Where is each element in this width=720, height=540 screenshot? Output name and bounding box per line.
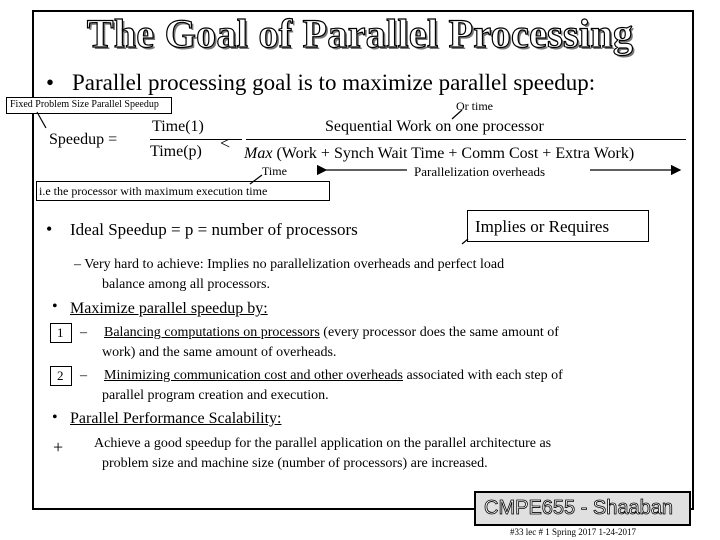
scalability-line-1: Achieve a good speedup for the parallel application on the parallel architecture as [94,436,552,451]
hard-line-2: balance among all processors. [102,277,270,292]
speedup-label: Speedup = [49,131,118,148]
bullet-glyph: • [52,298,58,315]
slide-title: The Goal of Parallel Processing [86,11,634,56]
max-word: Max [244,145,273,162]
ie-note: i.e the processor with maximum execution time [39,184,268,198]
bullet-glyph: • [52,409,58,426]
ideal-speedup-text: Ideal Speedup = p = number of processors [70,220,358,239]
main-bullet-text: Parallel processing goal is to maximize parallel speedup: [72,70,596,95]
item-1-dash: – [80,325,87,340]
item-1-rest: (every processor does the same amount of [319,325,559,340]
fixed-note-pointer [37,112,46,128]
less-than-sign: < [220,133,231,153]
implies-pointer [462,239,468,244]
or-time-pointer [452,110,462,119]
time-label: Time [262,164,287,178]
scalability-heading: Parallel Performance Scalability: [70,410,282,427]
denominator-rest: (Work + Synch Wait Time + Comm Cost + Extra Work) [272,145,635,162]
item-2-rest: associated with each step of [402,368,563,383]
item-1-underlined: Balancing computations on processors [104,325,320,340]
time1-label: Time(1) [152,118,204,135]
or-time-note: Or time [456,99,493,113]
scalability-line-2: problem size and machine size (number of processors) are increased. [102,456,488,471]
numerator-text: Sequential Work on one processor [325,118,544,135]
maximize-heading: Maximize parallel speedup by: [70,300,268,317]
bullet-glyph: • [46,219,53,239]
course-badge-text: CMPE655 - Shaaban [484,497,674,519]
hard-line-1: – Very hard to achieve: Implies no parallelization overheads and perfect load [74,257,505,272]
item-2-number: 2 [57,368,64,383]
item-2-dash: – [80,368,87,383]
item-2-line-2: parallel program creation and execution. [102,388,329,403]
overheads-label: Parallelization overheads [414,164,546,179]
bullet-glyph: • [46,70,55,95]
ie-note-pointer [250,175,262,184]
plus-sign: + [53,437,64,457]
fixed-size-note: Fixed Problem Size Parallel Speedup [10,99,159,110]
slide-footer: #33 lec # 1 Spring 2017 1-24-2017 [510,527,636,537]
implies-text: Implies or Requires [475,217,610,236]
item-1-line-2: work) and the same amount of overheads. [102,345,337,360]
timep-label: Time(p) [150,143,202,160]
item-1-number: 1 [57,325,64,340]
item-2-underlined: Minimizing communication cost and other overheads [104,368,403,383]
